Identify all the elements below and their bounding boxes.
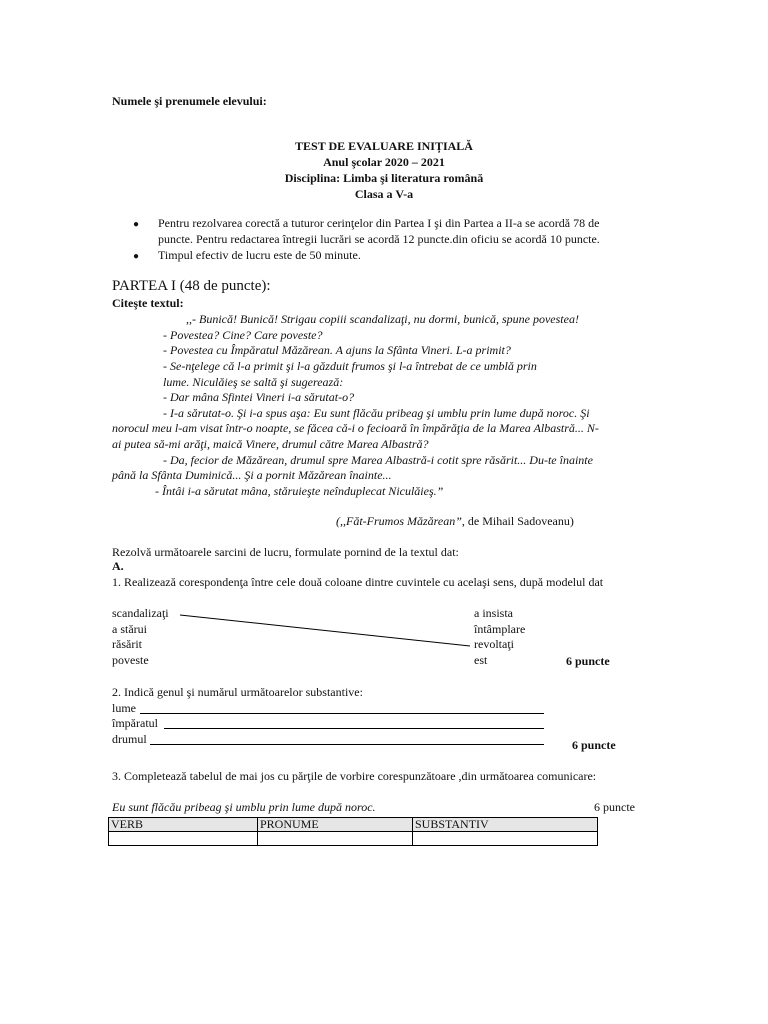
section-a: A. (112, 559, 124, 573)
school-year: Anul şcolar 2020 – 2021 (323, 155, 445, 169)
text-line: ai putea să-mi arăţi, maică Vinere, drumul către Marea Albastră? (112, 437, 429, 451)
q1-right-word: est (474, 653, 488, 667)
table-header-substantiv: SUBSTANTIV (413, 818, 598, 832)
answer-line[interactable] (150, 744, 544, 745)
q1-right-word: a insista (474, 606, 513, 620)
q3-points: 6 puncte (594, 800, 635, 814)
q1-right-word: întâmplare (474, 622, 526, 636)
q1-text: 1. Realizează corespondenţa între cele două coloane dintre cuvintele cu acelaşi sens, după modelul dat (112, 575, 604, 589)
part1-title: PARTEA I (48 de puncte): (112, 278, 271, 294)
test-title: TEST DE EVALUARE INIȚIALĂ (295, 139, 473, 153)
read-label: Citeşte textul: (112, 296, 184, 310)
q2-word: drumul (112, 732, 147, 746)
subject: Disciplina: Limba şi literatura română (284, 171, 484, 185)
q1-left-word: poveste (112, 653, 149, 667)
text-line: - Se-nţelege că l-a primit şi l-a găzduit frumos şi l-a întrebat de ce umblă prin (163, 359, 537, 373)
instruction-line: Pentru rezolvarea corectă a tuturor cerinţelor din Partea I şi din Partea a II-a se acordă 78 de (158, 216, 600, 230)
answer-line[interactable] (140, 713, 544, 714)
text-line: - I-a sărutat-o. Şi i-a spus aşa: Eu sunt flăcău pribeag şi umblu prin lume după noroc. Şi (163, 406, 590, 420)
table-header-verb: VERB (109, 818, 258, 832)
q1-left-word: răsărit (112, 637, 142, 651)
q2-word: împăratul (112, 716, 158, 730)
parts-of-speech-table (108, 817, 598, 846)
bullet-icon: ● (133, 219, 140, 230)
q1-right-word: revoltaţi (474, 637, 514, 651)
text-line: - Întâi i-a sărutat mâna, stăruieşte neînduplecat Niculăieş.” (155, 484, 444, 498)
q1-left-word: scandalizaţi (112, 606, 169, 620)
instruction-line: puncte. Pentru redactarea întregii lucrări se acordă 12 puncte.din oficiu se acordă 10 puncte. (158, 232, 600, 246)
text-line: - Da, fecior de Măzărean, drumul spre Marea Albastră-i cotit spre răsărit... Du-te înainte (163, 453, 593, 467)
text-line: lume. Niculăieş se saltă şi sugerează: (163, 375, 344, 389)
q3-text: 3. Completează tabelul de mai jos cu părţile de vorbire corespunzătoare ,din următoarea comunicare: (112, 769, 597, 783)
task-intro: Rezolvă următoarele sarcini de lucru, formulate pornind de la textul dat: (112, 545, 459, 559)
q2-word: lume (112, 701, 136, 715)
q3-sentence: Eu sunt flăcău pribeag şi umblu prin lume după noroc. (112, 800, 376, 814)
bullet-icon: ● (133, 251, 140, 262)
text-line: - Dar mâna Sfintei Vineri i-a sărutat-o? (163, 390, 355, 404)
text-line: norocul meu l-am visat într-o noapte, se făcea că-i o fecioară în împărăţia de la Marea Albastră... N- (112, 421, 599, 435)
table-header-pronume: PRONUME (258, 818, 413, 832)
q1-left-word: a stărui (112, 622, 147, 636)
text-line: - Povestea cu Împăratul Măzărean. A ajuns la Sfânta Vineri. L-a primit? (163, 343, 511, 357)
q2-text: 2. Indică genul şi numărul următoarelor substantive: (112, 685, 363, 699)
source-author: , de Mihail Sadoveanu) (461, 514, 574, 528)
table-cell-verb[interactable] (109, 832, 258, 846)
q2-points: 6 puncte (572, 738, 616, 752)
table-cell-pronume[interactable] (258, 832, 413, 846)
source-title: (,,Făt-Frumos Măzărean” (336, 514, 462, 528)
q1-points: 6 puncte (566, 654, 610, 668)
answer-line[interactable] (164, 728, 544, 729)
instruction-line: Timpul efectiv de lucru este de 50 minute. (158, 248, 361, 262)
grade: Clasa a V-a (354, 187, 414, 201)
student-name-label: Numele şi prenumele elevului: (112, 94, 267, 108)
text-line: - Povestea? Cine? Care poveste? (163, 328, 323, 342)
text-line: ,,- Bunică! Bunică! Strigau copiii scandalizaţi, nu dormi, bunică, spune povestea! (186, 312, 579, 326)
table-cell-substantiv[interactable] (413, 832, 598, 846)
text-line: până la Sfânta Duminică... Şi a pornit Măzărean înainte... (112, 468, 392, 482)
